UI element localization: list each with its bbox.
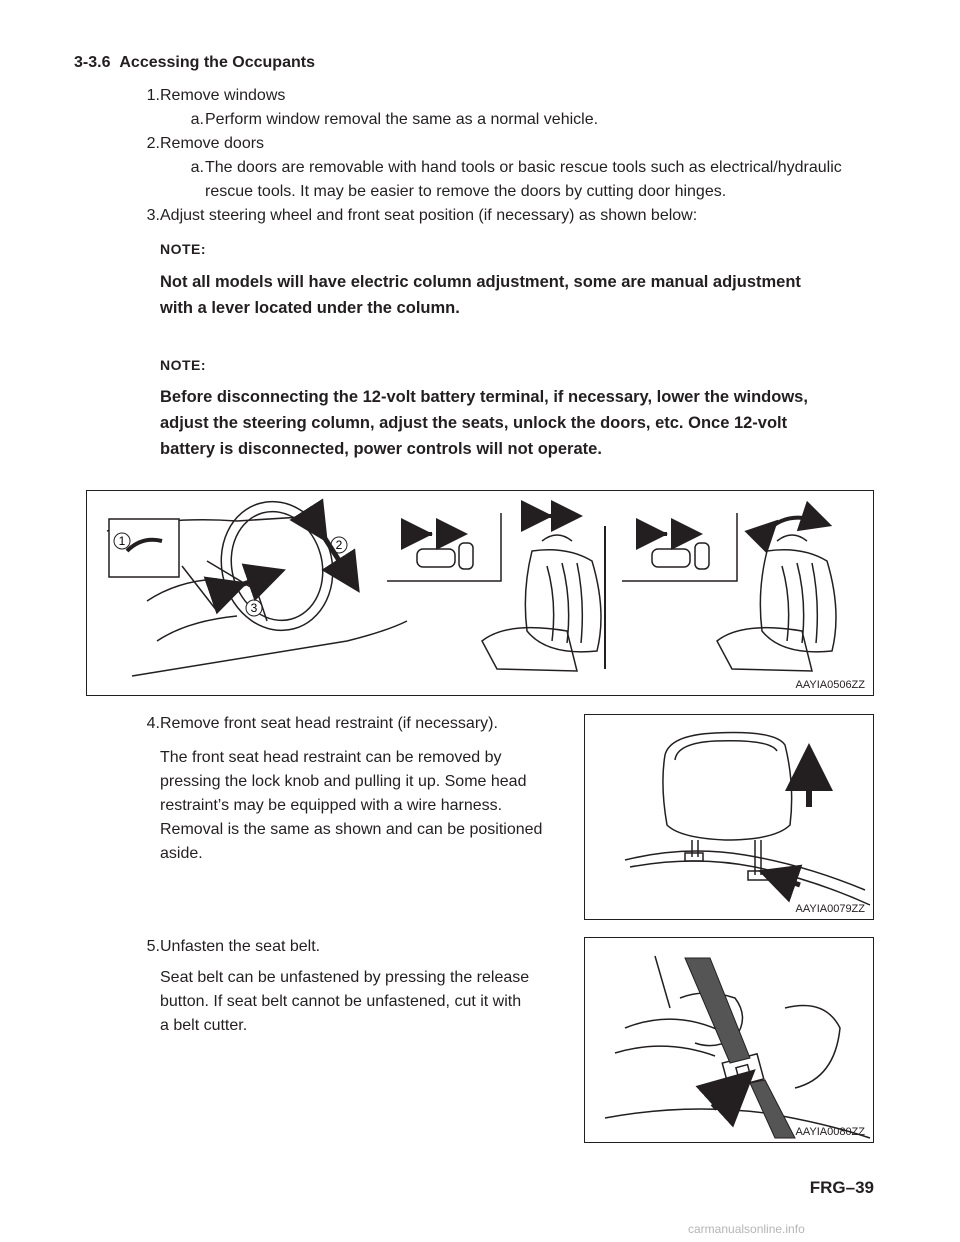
callout-1-label: 1 bbox=[118, 534, 126, 548]
figure-seat-belt bbox=[584, 937, 874, 1143]
step-3-text: Adjust steering wheel and front seat position (if necessary) as shown below: bbox=[160, 207, 698, 224]
step-5-detail: Seat belt can be unfastened by pressing the release button. If seat belt cannot be unfastened, cut it with a belt cutter. bbox=[160, 969, 530, 1034]
head-restraint-illustration bbox=[585, 715, 874, 920]
figure-code: AAYIA0506ZZ bbox=[795, 679, 865, 691]
seat-belt-illustration bbox=[585, 938, 874, 1143]
note-2-text: Before disconnecting the 12-volt battery terminal, if necessary, lower the windows, adjust the steering column, adjust the seats, unlock the doors, etc. Once 12-volt battery is disconnected, power controls will not operate. bbox=[160, 388, 808, 458]
note-1-label: NOTE: bbox=[160, 241, 207, 257]
figure-code: AAYIA0080ZZ bbox=[795, 1126, 865, 1138]
figure-head-restraint bbox=[584, 714, 874, 920]
section-title: Accessing the Occupants bbox=[119, 54, 315, 71]
head-restraint-drawing bbox=[625, 733, 870, 906]
seat-slide-drawing bbox=[387, 513, 601, 671]
substep-2a-line-2: rescue tools. It may be easier to remove the doors by cutting door hinges. bbox=[205, 183, 727, 200]
seat-recline-drawing bbox=[622, 513, 836, 671]
section-heading bbox=[74, 54, 315, 72]
note-2-label: NOTE: bbox=[160, 357, 207, 373]
figure-steering-seat-adjustment bbox=[86, 490, 874, 696]
note-1-text: Not all models will have electric column adjustment, some are manual adjustment with a lever located under the column. bbox=[160, 273, 801, 317]
step-4-text: Remove front seat head restraint (if necessary). bbox=[160, 715, 498, 732]
callout-2-label: 2 bbox=[335, 538, 343, 552]
callout-3-label: 3 bbox=[250, 601, 258, 615]
section-number: 3-3.6 bbox=[74, 54, 111, 71]
belt-strap bbox=[685, 958, 750, 1063]
step-4-detail: The front seat head restraint can be removed by pressing the lock knob and pulling it up. Some head restraint’s may be equipped with a wire harness. Removal is the same as shown and can be positioned aside. bbox=[160, 749, 543, 862]
page-number: FRG–39 bbox=[809, 1178, 874, 1197]
release-button-arrow-icon bbox=[713, 1088, 735, 1108]
recline-arc-arrow-icon bbox=[767, 518, 817, 531]
watermark: carmanualsonline.info bbox=[688, 1222, 805, 1236]
figure-code: AAYIA0079ZZ bbox=[795, 903, 865, 915]
step-2-text: Remove doors bbox=[160, 135, 265, 152]
belt-lap-strap bbox=[750, 1080, 795, 1138]
step-5-text: Unfasten the seat belt. bbox=[160, 938, 321, 955]
steering-seat-illustration bbox=[87, 491, 874, 696]
step-1-text: Remove windows bbox=[160, 87, 286, 104]
